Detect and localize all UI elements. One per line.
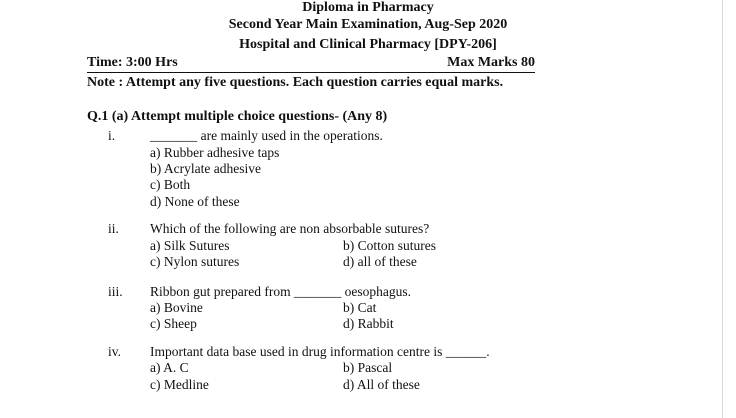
examination-title: Second Year Main Examination, Aug-Sep 2020 (228, 17, 508, 32)
mcq-stem: Important data base used in drug information centre is ______. (150, 344, 490, 359)
mcq-stem: Ribbon gut prepared from _______ oesophagus. (150, 284, 411, 299)
diploma-title: Diploma in Pharmacy (302, 0, 434, 15)
mcq-option: d) Rabbit (343, 316, 394, 331)
mcq-stem: Which of the following are non absorbable sutures? (150, 221, 430, 236)
subject-title: Hospital and Clinical Pharmacy [DPY-206] (239, 37, 497, 52)
mcq-option: b) Pascal (343, 360, 393, 375)
mcq-option: c) Nylon sutures (150, 254, 240, 269)
mcq-option: d) All of these (343, 377, 420, 392)
mcq-option: d) None of these (150, 194, 240, 209)
exam-time: Time: 3:00 Hrs (87, 55, 178, 70)
max-marks: Max Marks 80 (447, 55, 535, 70)
mcq-option: a) Bovine (150, 300, 203, 315)
mcq-option: a) A. C (150, 360, 189, 375)
mcq-stem: _______ are mainly used in the operations. (150, 128, 383, 143)
mcq-option: b) Cat (343, 300, 377, 315)
mcq-option: a) Rubber adhesive taps (150, 145, 280, 160)
time-marks-row (87, 55, 535, 73)
mcq-number: i. (108, 128, 116, 143)
mcq-number: iii. (108, 284, 123, 299)
mcq-option: a) Silk Sutures (150, 238, 230, 253)
mcq-option: c) Both (150, 177, 191, 192)
mcq-option: d) all of these (343, 254, 417, 269)
mcq-option: c) Sheep (150, 316, 197, 331)
mcq-number: iv. (108, 344, 121, 359)
mcq-option: c) Medline (150, 377, 209, 392)
question-1-heading: Q.1 (a) Attempt multiple choice questions- (Any 8) (87, 109, 388, 124)
exam-note: Note : Attempt any five questions. Each question carries equal marks. (87, 75, 504, 90)
mcq-option: b) Acrylate adhesive (150, 161, 261, 176)
mcq-number: ii. (108, 221, 119, 236)
page-edge (722, 0, 736, 418)
mcq-option: b) Cotton sutures (343, 238, 436, 253)
